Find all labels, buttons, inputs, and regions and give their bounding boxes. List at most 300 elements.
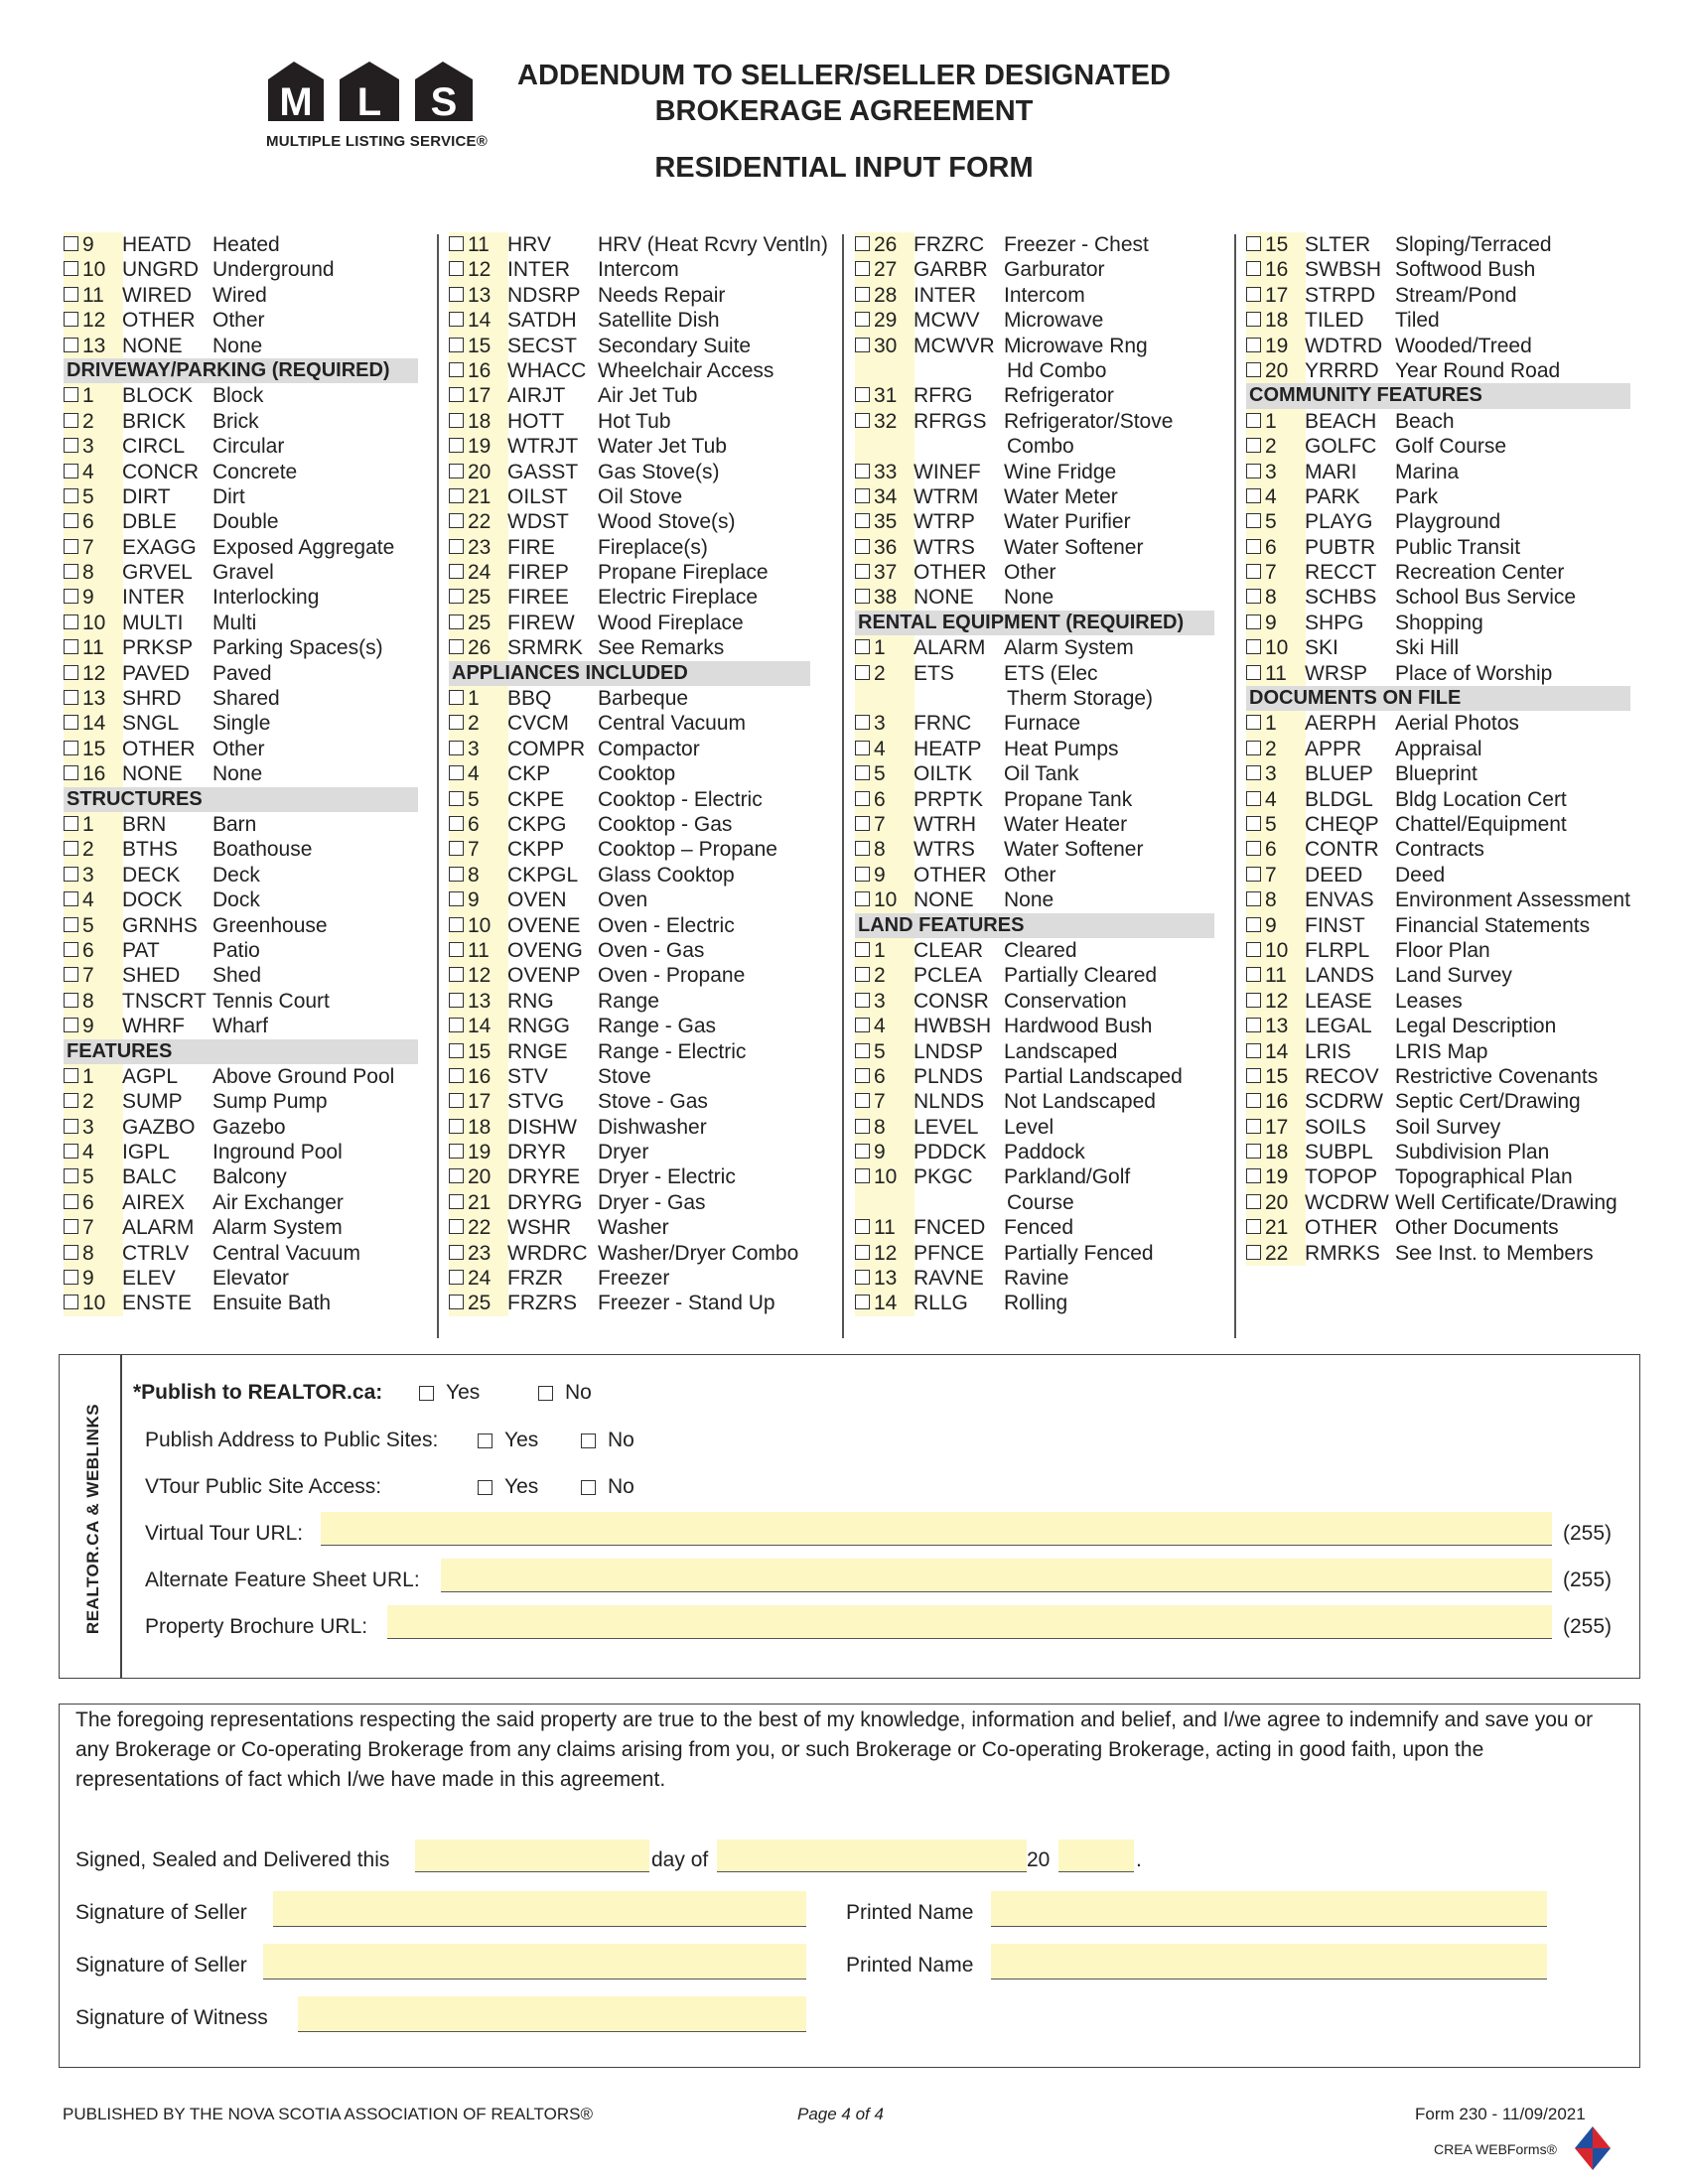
checkbox-option[interactable] [449, 1215, 818, 1240]
checkbox-icon[interactable] [1246, 1119, 1261, 1134]
checkbox-icon[interactable] [64, 1194, 78, 1209]
checkbox-icon[interactable] [64, 741, 78, 755]
checkbox-option[interactable] [1246, 711, 1638, 736]
checkbox-option[interactable] [449, 611, 818, 635]
checkbox-option[interactable] [1246, 484, 1638, 509]
checkbox-option[interactable] [1246, 837, 1638, 862]
checkbox-option[interactable] [64, 460, 426, 484]
checkbox-option[interactable] [64, 1064, 426, 1089]
checkbox-option[interactable] [64, 711, 426, 736]
checkbox-icon[interactable] [64, 1144, 78, 1159]
checkbox-icon[interactable] [64, 1119, 78, 1134]
checkbox-icon[interactable] [1246, 791, 1261, 806]
checkbox-icon[interactable] [449, 1093, 464, 1108]
checkbox-option[interactable] [855, 257, 1222, 282]
checkbox-icon[interactable] [64, 715, 78, 730]
checkbox-icon[interactable] [449, 841, 464, 856]
checkbox-option[interactable] [449, 711, 818, 736]
checkbox-icon[interactable] [855, 236, 870, 251]
checkbox-icon[interactable] [855, 715, 870, 730]
checkbox-option[interactable] [449, 585, 818, 610]
checkbox-icon[interactable] [449, 438, 464, 453]
checkbox-icon[interactable] [1246, 917, 1261, 932]
checkbox-icon[interactable] [1246, 715, 1261, 730]
checkbox-icon[interactable] [855, 539, 870, 554]
checkbox-option[interactable] [1246, 737, 1638, 761]
checkbox-option[interactable] [449, 1190, 818, 1215]
checkbox-option[interactable] [1246, 1241, 1638, 1266]
checkbox-icon[interactable] [64, 816, 78, 831]
checkbox-icon[interactable] [1246, 1093, 1261, 1108]
checkbox-icon[interactable] [64, 261, 78, 276]
checkbox-option[interactable] [449, 1291, 818, 1315]
checkbox-option[interactable] [855, 938, 1222, 963]
checkbox-icon[interactable] [64, 891, 78, 906]
checkbox-icon[interactable] [449, 639, 464, 654]
checkbox-option[interactable] [855, 1039, 1222, 1064]
checkbox-icon[interactable] [1246, 993, 1261, 1008]
checkbox-icon[interactable] [64, 1245, 78, 1260]
checkbox-icon[interactable] [1246, 564, 1261, 579]
checkbox-icon[interactable] [855, 312, 870, 327]
checkbox-option[interactable] [64, 938, 426, 963]
checkbox-option[interactable] [64, 232, 426, 257]
checkbox-option[interactable] [855, 1064, 1222, 1089]
checkbox-icon[interactable] [1246, 312, 1261, 327]
checkbox-icon[interactable] [855, 1245, 870, 1260]
checkbox-option[interactable] [1246, 635, 1638, 660]
checkbox-icon[interactable] [449, 261, 464, 276]
checkbox-option[interactable] [449, 913, 818, 938]
signed-year-field[interactable] [1058, 1840, 1134, 1872]
checkbox-option[interactable] [449, 1064, 818, 1089]
checkbox-icon[interactable] [64, 665, 78, 680]
publish-realtor-yes[interactable]: Yes [419, 1381, 480, 1405]
checkbox-option[interactable] [1246, 812, 1638, 837]
checkbox-option[interactable] [449, 938, 818, 963]
checkbox-icon[interactable] [1246, 816, 1261, 831]
checkbox-icon[interactable] [1246, 1245, 1261, 1260]
checkbox-icon[interactable] [449, 387, 464, 402]
checkbox-option[interactable] [855, 887, 1222, 912]
checkbox-icon[interactable] [1246, 513, 1261, 528]
checkbox-icon[interactable] [449, 690, 464, 705]
checkbox-icon[interactable] [64, 614, 78, 629]
checkbox-icon[interactable] [449, 1018, 464, 1032]
publish-address-no[interactable]: No [581, 1429, 634, 1452]
checkbox-icon[interactable] [449, 564, 464, 579]
checkbox-option[interactable] [449, 635, 818, 660]
checkbox-option[interactable] [64, 1241, 426, 1266]
checkbox-option[interactable] [64, 409, 426, 434]
checkbox-option[interactable] [1246, 334, 1638, 358]
checkbox-option[interactable] [64, 863, 426, 887]
checkbox-icon[interactable] [855, 665, 870, 680]
checkbox-option[interactable] [449, 358, 818, 383]
checkbox-icon[interactable] [449, 287, 464, 302]
checkbox-icon[interactable] [449, 942, 464, 957]
checkbox-option[interactable] [64, 611, 426, 635]
checkbox-option[interactable] [449, 257, 818, 282]
checkbox-icon[interactable] [855, 1093, 870, 1108]
checkbox-icon[interactable] [449, 1043, 464, 1058]
checkbox-option[interactable] [449, 1140, 818, 1164]
checkbox-icon[interactable] [64, 942, 78, 957]
checkbox-icon[interactable] [1246, 614, 1261, 629]
checkbox-option[interactable] [855, 761, 1222, 786]
checkbox-icon[interactable] [449, 917, 464, 932]
checkbox-option[interactable] [1246, 283, 1638, 308]
checkbox-icon[interactable] [1246, 1043, 1261, 1058]
checkbox-option[interactable] [449, 1014, 818, 1038]
checkbox-icon[interactable] [855, 1119, 870, 1134]
alt-feature-url-field[interactable] [441, 1559, 1552, 1592]
checkbox-option[interactable] [449, 484, 818, 509]
checkbox-icon[interactable] [855, 488, 870, 503]
checkbox-option[interactable] [1246, 963, 1638, 988]
checkbox-option[interactable] [855, 460, 1222, 484]
checkbox-icon[interactable] [449, 539, 464, 554]
checkbox-option[interactable] [64, 1164, 426, 1189]
checkbox-icon[interactable] [64, 1219, 78, 1234]
checkbox-icon[interactable] [64, 841, 78, 856]
checkbox-icon[interactable] [449, 891, 464, 906]
checkbox-icon[interactable] [64, 539, 78, 554]
checkbox-option[interactable] [855, 334, 1222, 358]
checkbox-option[interactable] [1246, 887, 1638, 912]
checkbox-icon[interactable] [1246, 464, 1261, 478]
checkbox-option[interactable] [64, 989, 426, 1014]
checkbox-icon[interactable] [449, 413, 464, 428]
checkbox-icon[interactable] [855, 967, 870, 982]
checkbox-icon[interactable] [64, 1093, 78, 1108]
checkbox-icon[interactable] [449, 362, 464, 377]
checkbox-option[interactable] [1246, 1140, 1638, 1164]
checkbox-icon[interactable] [855, 589, 870, 604]
signed-month-field[interactable] [717, 1840, 1027, 1872]
checkbox-option[interactable] [64, 837, 426, 862]
checkbox-option[interactable] [855, 509, 1222, 534]
checkbox-option[interactable] [64, 812, 426, 837]
checkbox-icon[interactable] [64, 1295, 78, 1309]
checkbox-option[interactable] [1246, 787, 1638, 812]
seller-signature-field-2[interactable] [263, 1944, 806, 1979]
checkbox-icon[interactable] [449, 589, 464, 604]
checkbox-option[interactable] [855, 1266, 1222, 1291]
checkbox-option[interactable] [855, 560, 1222, 585]
checkbox-icon[interactable] [855, 338, 870, 352]
checkbox-icon[interactable] [64, 967, 78, 982]
checkbox-icon[interactable] [855, 867, 870, 882]
checkbox-option[interactable] [449, 863, 818, 887]
checkbox-option[interactable] [855, 863, 1222, 887]
checkbox-option[interactable] [64, 560, 426, 585]
checkbox-option[interactable] [449, 887, 818, 912]
checkbox-icon[interactable] [1246, 765, 1261, 780]
checkbox-icon[interactable] [64, 867, 78, 882]
checkbox-icon[interactable] [64, 993, 78, 1008]
checkbox-icon[interactable] [855, 261, 870, 276]
checkbox-option[interactable] [855, 283, 1222, 308]
checkbox-icon[interactable] [1246, 1219, 1261, 1234]
checkbox-option[interactable] [449, 460, 818, 484]
checkbox-icon[interactable] [1246, 261, 1261, 276]
checkbox-icon[interactable] [1246, 438, 1261, 453]
checkbox-option[interactable] [449, 308, 818, 333]
checkbox-option[interactable] [64, 661, 426, 686]
checkbox-icon[interactable] [64, 765, 78, 780]
checkbox-icon[interactable] [449, 236, 464, 251]
publish-address-yes[interactable]: Yes [478, 1429, 538, 1452]
checkbox-icon[interactable] [1246, 942, 1261, 957]
checkbox-option[interactable] [449, 509, 818, 534]
checkbox-option[interactable] [64, 1115, 426, 1140]
checkbox-option[interactable] [449, 1241, 818, 1266]
checkbox-option[interactable] [855, 585, 1222, 610]
checkbox-icon[interactable] [449, 816, 464, 831]
checkbox-icon[interactable] [64, 464, 78, 478]
checkbox-option[interactable] [855, 737, 1222, 761]
checkbox-icon[interactable] [64, 287, 78, 302]
checkbox-option[interactable] [855, 1291, 1222, 1315]
checkbox-option[interactable] [1246, 585, 1638, 610]
checkbox-icon[interactable] [855, 741, 870, 755]
checkbox-icon[interactable] [449, 993, 464, 1008]
printed-name-field-2[interactable] [991, 1944, 1547, 1979]
checkbox-icon[interactable] [64, 690, 78, 705]
witness-signature-field[interactable] [298, 1996, 806, 2032]
checkbox-icon[interactable] [449, 1219, 464, 1234]
checkbox-option[interactable] [855, 635, 1222, 660]
checkbox-icon[interactable] [64, 1018, 78, 1032]
checkbox-icon[interactable] [64, 338, 78, 352]
checkbox-icon[interactable] [1246, 589, 1261, 604]
checkbox-option[interactable] [1246, 232, 1638, 257]
checkbox-icon[interactable] [449, 715, 464, 730]
checkbox-icon[interactable] [1246, 539, 1261, 554]
checkbox-icon[interactable] [855, 387, 870, 402]
vtour-access-no[interactable]: No [581, 1475, 634, 1499]
checkbox-icon[interactable] [449, 338, 464, 352]
virtual-tour-url-field[interactable] [321, 1512, 1552, 1546]
checkbox-option[interactable] [449, 383, 818, 408]
checkbox-icon[interactable] [1246, 841, 1261, 856]
checkbox-option[interactable] [855, 812, 1222, 837]
checkbox-icon[interactable] [64, 639, 78, 654]
checkbox-option[interactable] [1246, 460, 1638, 484]
checkbox-icon[interactable] [64, 1270, 78, 1285]
checkbox-option[interactable] [64, 1140, 426, 1164]
checkbox-icon[interactable] [1246, 1194, 1261, 1209]
checkbox-option[interactable] [449, 1115, 818, 1140]
checkbox-option[interactable] [855, 711, 1222, 736]
checkbox-option[interactable] [64, 963, 426, 988]
checkbox-option[interactable] [1246, 989, 1638, 1014]
checkbox-option[interactable] [855, 837, 1222, 862]
checkbox-icon[interactable] [1246, 236, 1261, 251]
checkbox-icon[interactable] [855, 1068, 870, 1083]
checkbox-option[interactable] [855, 409, 1222, 434]
checkbox-option[interactable] [64, 1014, 426, 1038]
checkbox-icon[interactable] [449, 464, 464, 478]
checkbox-icon[interactable] [1246, 338, 1261, 352]
checkbox-option[interactable] [64, 1215, 426, 1240]
checkbox-option[interactable] [1246, 1115, 1638, 1140]
checkbox-icon[interactable] [449, 1068, 464, 1083]
checkbox-icon[interactable] [1246, 665, 1261, 680]
checkbox-option[interactable] [449, 761, 818, 786]
checkbox-icon[interactable] [449, 791, 464, 806]
checkbox-icon[interactable] [1246, 967, 1261, 982]
checkbox-icon[interactable] [449, 1144, 464, 1159]
checkbox-option[interactable] [1246, 863, 1638, 887]
checkbox-option[interactable] [64, 1190, 426, 1215]
checkbox-icon[interactable] [64, 438, 78, 453]
checkbox-icon[interactable] [1246, 287, 1261, 302]
checkbox-icon[interactable] [855, 413, 870, 428]
checkbox-option[interactable] [855, 535, 1222, 560]
checkbox-icon[interactable] [64, 413, 78, 428]
checkbox-icon[interactable] [449, 1295, 464, 1309]
printed-name-field-1[interactable] [991, 1891, 1547, 1927]
checkbox-icon[interactable] [64, 312, 78, 327]
checkbox-option[interactable] [64, 913, 426, 938]
checkbox-icon[interactable] [1246, 639, 1261, 654]
checkbox-option[interactable] [1246, 308, 1638, 333]
checkbox-icon[interactable] [855, 287, 870, 302]
checkbox-option[interactable] [855, 232, 1222, 257]
checkbox-option[interactable] [1246, 358, 1638, 383]
checkbox-option[interactable] [64, 383, 426, 408]
checkbox-option[interactable] [449, 737, 818, 761]
checkbox-icon[interactable] [855, 564, 870, 579]
checkbox-option[interactable] [449, 535, 818, 560]
checkbox-icon[interactable] [449, 513, 464, 528]
checkbox-option[interactable] [1246, 535, 1638, 560]
checkbox-option[interactable] [855, 1241, 1222, 1266]
checkbox-icon[interactable] [449, 1270, 464, 1285]
checkbox-option[interactable] [64, 635, 426, 660]
checkbox-option[interactable] [855, 1089, 1222, 1114]
checkbox-option[interactable] [855, 1140, 1222, 1164]
checkbox-option[interactable] [855, 963, 1222, 988]
checkbox-option[interactable] [855, 308, 1222, 333]
checkbox-option[interactable] [449, 1266, 818, 1291]
checkbox-icon[interactable] [449, 1194, 464, 1209]
checkbox-option[interactable] [1246, 409, 1638, 434]
checkbox-option[interactable] [1246, 509, 1638, 534]
checkbox-option[interactable] [855, 787, 1222, 812]
checkbox-option[interactable] [449, 334, 818, 358]
vtour-access-yes[interactable]: Yes [478, 1475, 538, 1499]
checkbox-option[interactable] [1246, 938, 1638, 963]
checkbox-icon[interactable] [855, 1270, 870, 1285]
checkbox-icon[interactable] [1246, 867, 1261, 882]
checkbox-option[interactable] [1246, 257, 1638, 282]
checkbox-option[interactable] [1246, 434, 1638, 459]
checkbox-option[interactable] [64, 283, 426, 308]
checkbox-option[interactable] [855, 484, 1222, 509]
checkbox-icon[interactable] [855, 993, 870, 1008]
checkbox-option[interactable] [1246, 1064, 1638, 1089]
checkbox-icon[interactable] [855, 639, 870, 654]
checkbox-option[interactable] [1246, 1190, 1638, 1215]
checkbox-icon[interactable] [855, 1043, 870, 1058]
checkbox-icon[interactable] [855, 942, 870, 957]
checkbox-icon[interactable] [855, 891, 870, 906]
checkbox-option[interactable] [64, 509, 426, 534]
checkbox-option[interactable] [449, 686, 818, 711]
checkbox-icon[interactable] [1246, 488, 1261, 503]
checkbox-option[interactable] [855, 661, 1222, 686]
checkbox-option[interactable] [64, 686, 426, 711]
checkbox-option[interactable] [449, 1039, 818, 1064]
checkbox-icon[interactable] [855, 765, 870, 780]
checkbox-option[interactable] [449, 560, 818, 585]
publish-realtor-no[interactable]: No [538, 1381, 592, 1405]
checkbox-icon[interactable] [855, 841, 870, 856]
checkbox-icon[interactable] [855, 1144, 870, 1159]
checkbox-icon[interactable] [449, 867, 464, 882]
checkbox-icon[interactable] [855, 816, 870, 831]
checkbox-option[interactable] [64, 535, 426, 560]
checkbox-icon[interactable] [64, 1168, 78, 1183]
checkbox-option[interactable] [64, 887, 426, 912]
checkbox-icon[interactable] [1246, 1168, 1261, 1183]
checkbox-option[interactable] [64, 257, 426, 282]
checkbox-option[interactable] [64, 334, 426, 358]
checkbox-icon[interactable] [449, 765, 464, 780]
checkbox-option[interactable] [1246, 1164, 1638, 1189]
checkbox-option[interactable] [1246, 661, 1638, 686]
checkbox-icon[interactable] [1246, 1144, 1261, 1159]
checkbox-option[interactable] [449, 837, 818, 862]
checkbox-option[interactable] [449, 989, 818, 1014]
seller-signature-field-1[interactable] [273, 1891, 806, 1927]
checkbox-icon[interactable] [855, 1018, 870, 1032]
checkbox-icon[interactable] [64, 917, 78, 932]
checkbox-option[interactable] [1246, 1039, 1638, 1064]
checkbox-option[interactable] [449, 434, 818, 459]
checkbox-icon[interactable] [1246, 1068, 1261, 1083]
checkbox-option[interactable] [449, 963, 818, 988]
brochure-url-field[interactable] [387, 1605, 1552, 1639]
checkbox-option[interactable] [64, 761, 426, 786]
checkbox-icon[interactable] [855, 1219, 870, 1234]
checkbox-option[interactable] [449, 1089, 818, 1114]
checkbox-option[interactable] [855, 989, 1222, 1014]
checkbox-icon[interactable] [64, 387, 78, 402]
checkbox-option[interactable] [64, 484, 426, 509]
checkbox-option[interactable] [64, 1291, 426, 1315]
checkbox-option[interactable] [449, 1164, 818, 1189]
checkbox-icon[interactable] [855, 464, 870, 478]
checkbox-option[interactable] [449, 812, 818, 837]
checkbox-option[interactable] [449, 787, 818, 812]
checkbox-icon[interactable] [1246, 1018, 1261, 1032]
checkbox-option[interactable] [64, 434, 426, 459]
signed-day-field[interactable] [415, 1840, 649, 1872]
checkbox-option[interactable] [449, 232, 828, 257]
checkbox-option[interactable] [1246, 1014, 1638, 1038]
checkbox-icon[interactable] [64, 236, 78, 251]
checkbox-option[interactable] [855, 1014, 1222, 1038]
checkbox-icon[interactable] [1246, 891, 1261, 906]
checkbox-icon[interactable] [64, 513, 78, 528]
checkbox-option[interactable] [64, 308, 426, 333]
checkbox-icon[interactable] [855, 1295, 870, 1309]
checkbox-option[interactable] [64, 585, 426, 610]
